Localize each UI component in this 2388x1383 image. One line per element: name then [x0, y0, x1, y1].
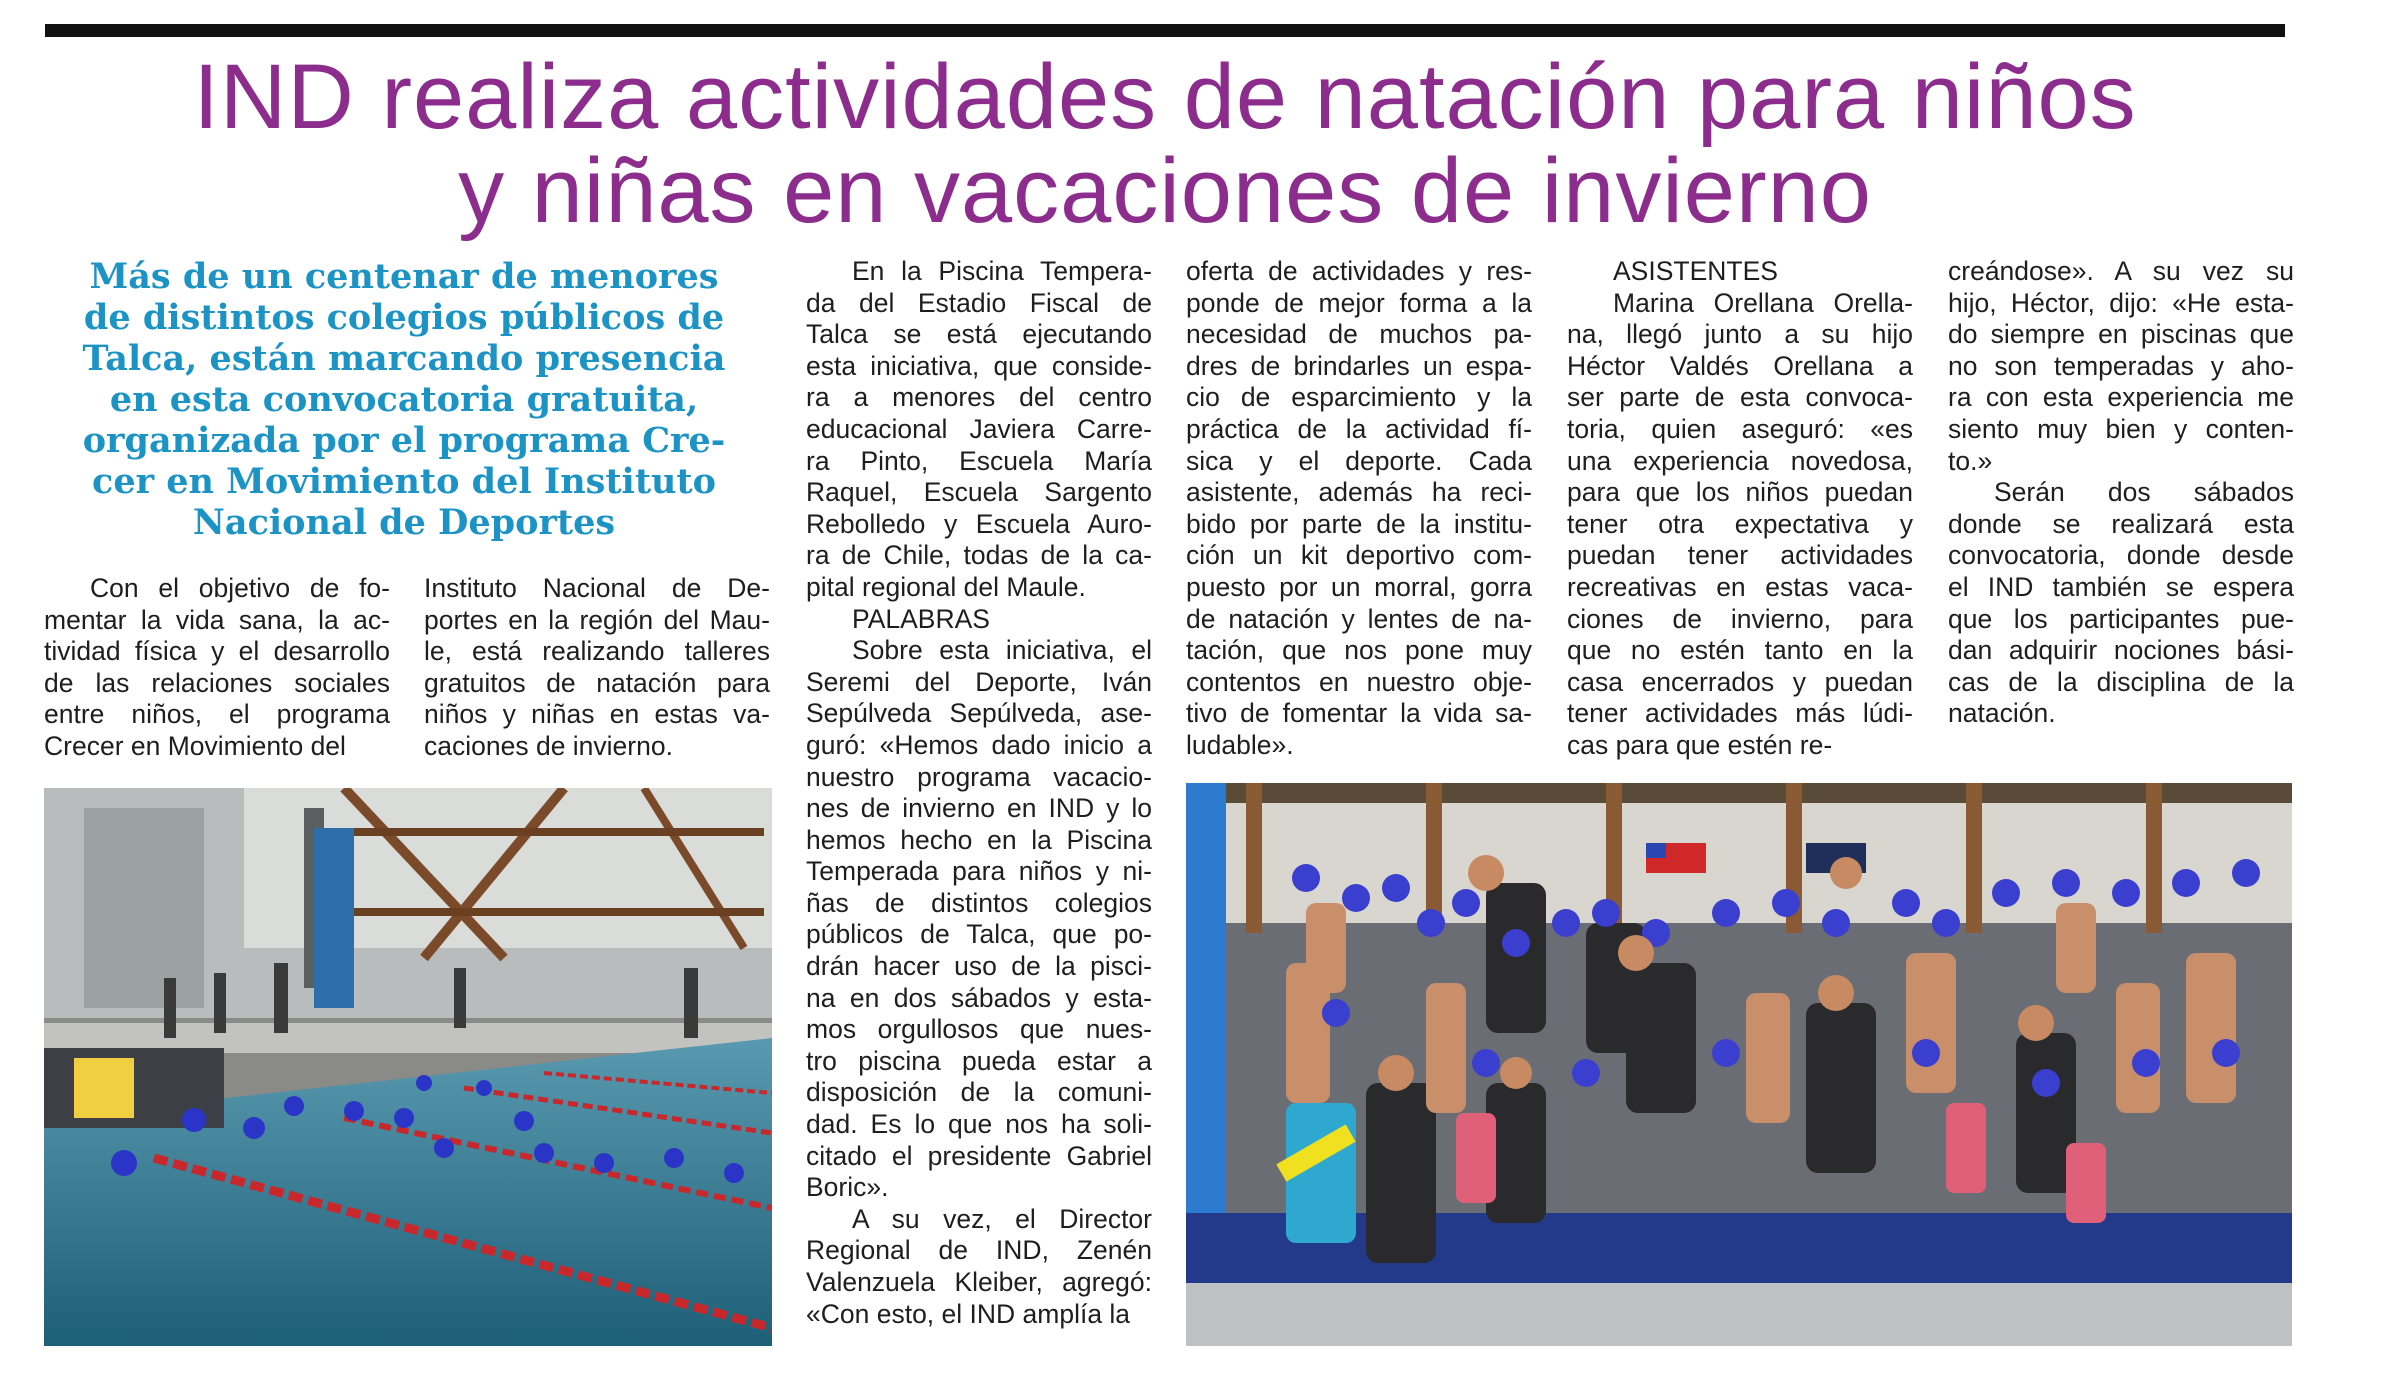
body-line: para que los niños puedan	[1567, 477, 1913, 508]
body-line: hemos hecho en la Piscina	[806, 824, 1152, 855]
body-line: nuestro programa vacacio-	[806, 761, 1152, 792]
body-line: na, llegó junto a su hijo	[1567, 319, 1913, 350]
body-line: gratuitos de natación para	[424, 667, 770, 698]
body-line: tivo de fomentar la vida sa-	[1186, 698, 1532, 729]
body-line: contentos en nuestro obje-	[1186, 666, 1532, 697]
body-line: Marina Orellana Orella-	[1613, 287, 1913, 318]
body-line: Valenzuela Kleiber, agregó:	[806, 1267, 1152, 1297]
body-line: niños y niñas en estas va-	[424, 699, 770, 730]
body-line: dan adquirir nociones bási-	[1948, 635, 2294, 666]
body-line: educacional Javiera Carre-	[806, 413, 1152, 444]
body-line: puedan tener actividades	[1567, 540, 1913, 571]
top-rule	[45, 24, 2285, 37]
body-line: mentar la vida sana, la ac-	[44, 604, 390, 635]
deck-line: de distintos colegios públicos de	[83, 297, 725, 338]
body-line: ser parte de esta convoca-	[1567, 382, 1913, 413]
body-line: toria, quien aseguró: «es	[1567, 413, 1913, 444]
body-line: hijo, Héctor, dijo: «He esta-	[1948, 287, 2294, 318]
body-line: natación.	[1948, 698, 2056, 729]
body-line: caciones de invierno.	[424, 730, 673, 761]
body-line: que los participantes pue-	[1948, 603, 2294, 634]
body-line: entre niños, el programa	[44, 699, 390, 730]
body-line: el IND también se espera	[1948, 571, 2294, 602]
body-line: cas para que estén re-	[1567, 729, 1833, 760]
body-line: ponde de mejor forma a la	[1186, 287, 1532, 318]
body-line: Héctor Valdés Orellana a	[1567, 350, 1913, 381]
headline	[40, 46, 2290, 242]
body-line: portes en la región del Mau-	[424, 604, 770, 635]
body-line: do siempre en piscinas que	[1948, 319, 2294, 350]
body-line: siento muy bien y conten-	[1948, 413, 2294, 444]
deck-line: cer en Movimiento del Instituto	[92, 461, 716, 502]
body-line: necesidad de muchos pa-	[1186, 319, 1532, 350]
body-line: citado el presidente Gabriel	[806, 1140, 1152, 1171]
body-line: ra Pinto, Escuela María	[806, 445, 1152, 476]
body-line: ra de Chile, todas de la ca-	[806, 540, 1152, 571]
body-line: convocatoria, donde desde	[1948, 540, 2294, 571]
group-photo	[1186, 783, 2292, 1346]
body-column-5	[1567, 256, 1913, 762]
body-line: bido por parte de la institu-	[1186, 508, 1532, 539]
body-line: asistente, además ha reci-	[1186, 477, 1532, 508]
body-line: tro piscina pueda estar a	[806, 1045, 1152, 1076]
body-line: le, está realizando talleres	[424, 636, 770, 667]
body-line: pital regional del Maule.	[806, 571, 1086, 602]
body-line: ludable».	[1186, 729, 1294, 760]
deck-line: Nacional de Deportes	[192, 502, 616, 543]
body-line: públicos de Talca, que po-	[806, 919, 1152, 950]
body-line: «Con esto, el IND amplía la	[806, 1298, 1131, 1329]
body-line: ra con esta experiencia me	[1948, 382, 2294, 413]
body-line: de natación y lentes de na-	[1186, 603, 1532, 634]
body-line: puesto por un morral, gorra	[1186, 571, 1532, 602]
body-line: creándose». A su vez su	[1948, 256, 2294, 286]
body-line: ñas de distintos colegios	[806, 887, 1152, 918]
body-line: no son temperadas y aho-	[1948, 350, 2294, 381]
pool-photo	[44, 788, 772, 1346]
body-line: esta iniciativa, que conside-	[806, 350, 1152, 381]
body-line: Rebolledo y Escuela Auro-	[806, 508, 1152, 539]
body-line: dres de brindarles un espa-	[1186, 350, 1532, 381]
body-line: Crecer en Movimiento del	[44, 730, 346, 761]
body-line: recreativas en estas vaca-	[1567, 571, 1913, 602]
body-line: da del Estadio Fiscal de	[806, 287, 1152, 318]
body-line: ciones de invierno, para	[1567, 603, 1913, 634]
body-line: una experiencia novedosa,	[1567, 445, 1913, 476]
body-line: cas de la disciplina de la	[1948, 666, 2294, 697]
body-line: Con el objetivo de fo-	[90, 573, 390, 603]
body-line: tener actividades más lúdi-	[1567, 698, 1913, 729]
body-line: Serán dos sábados	[1994, 477, 2294, 508]
body-line: tividad física y el desarrollo	[44, 636, 390, 667]
body-column-4	[1186, 256, 1532, 762]
body-line: disposición de la comuni-	[806, 1077, 1152, 1108]
body-column-1	[44, 573, 390, 763]
body-line: tener otra expectativa y	[1567, 508, 1913, 539]
body-line: nes de invierno en IND y lo	[806, 793, 1152, 824]
body-line: Raquel, Escuela Sargento	[806, 477, 1152, 508]
deck-line: en esta convocatoria gratuita,	[109, 379, 699, 420]
body-column-3	[806, 256, 1152, 1330]
body-line: En la Piscina Tempera-	[852, 256, 1152, 286]
body-line: que no estén tanto en la	[1567, 635, 1913, 666]
body-line: Sobre esta iniciativa, el	[852, 635, 1152, 666]
subheading: PALABRAS	[852, 603, 990, 634]
body-line: oferta de actividades y res-	[1186, 256, 1532, 286]
body-line: práctica de la actividad fí-	[1186, 413, 1532, 444]
body-line: Boric».	[806, 1172, 889, 1203]
body-line: sica y el deporte. Cada	[1186, 445, 1532, 476]
body-line: Temperada para niños y ni-	[806, 856, 1152, 887]
subheading: ASISTENTES	[1613, 256, 1778, 286]
body-line: de las relaciones sociales	[44, 667, 390, 698]
body-line: donde se realizará esta	[1948, 508, 2294, 539]
body-column-6	[1948, 256, 2294, 730]
body-line: A su vez, el Director	[852, 1203, 1152, 1234]
body-line: tación, que nos pone muy	[1186, 635, 1532, 666]
headline-line: IND realiza actividades de natación para niños	[193, 46, 2137, 148]
body-line: Seremi del Deporte, Iván	[806, 666, 1152, 697]
deck-line: Talca, están marcando presencia	[82, 338, 726, 379]
body-line: na en dos sábados y esta-	[806, 982, 1152, 1013]
body-line: casa encerrados y puedan	[1567, 666, 1913, 697]
body-column-2	[424, 573, 770, 763]
body-line: drán hacer uso de la pisci-	[806, 951, 1152, 982]
body-line: to.»	[1948, 445, 1993, 476]
body-line: Regional de IND, Zenén	[806, 1235, 1152, 1266]
headline-line: y niñas en vacaciones de invierno	[458, 140, 1872, 242]
body-line: mos orgullosos que nues-	[806, 1014, 1152, 1045]
body-line: guró: «Hemos dado inicio a	[806, 729, 1152, 760]
deck-line: organizada por el programa Cre-	[82, 420, 726, 461]
body-line: Instituto Nacional de De-	[424, 573, 770, 603]
body-line: Sepúlveda Sepúlveda, ase-	[806, 698, 1152, 729]
body-line: ra a menores del centro	[806, 382, 1152, 413]
deck-line: Más de un centenar de menores	[89, 256, 719, 297]
body-line: dad. Es lo que nos ha soli-	[806, 1109, 1152, 1140]
body-line: Talca se está ejecutando	[806, 319, 1152, 350]
body-line: ción un kit deportivo com-	[1186, 540, 1532, 571]
deck	[44, 256, 764, 543]
body-line: cio de esparcimiento y la	[1186, 382, 1532, 413]
